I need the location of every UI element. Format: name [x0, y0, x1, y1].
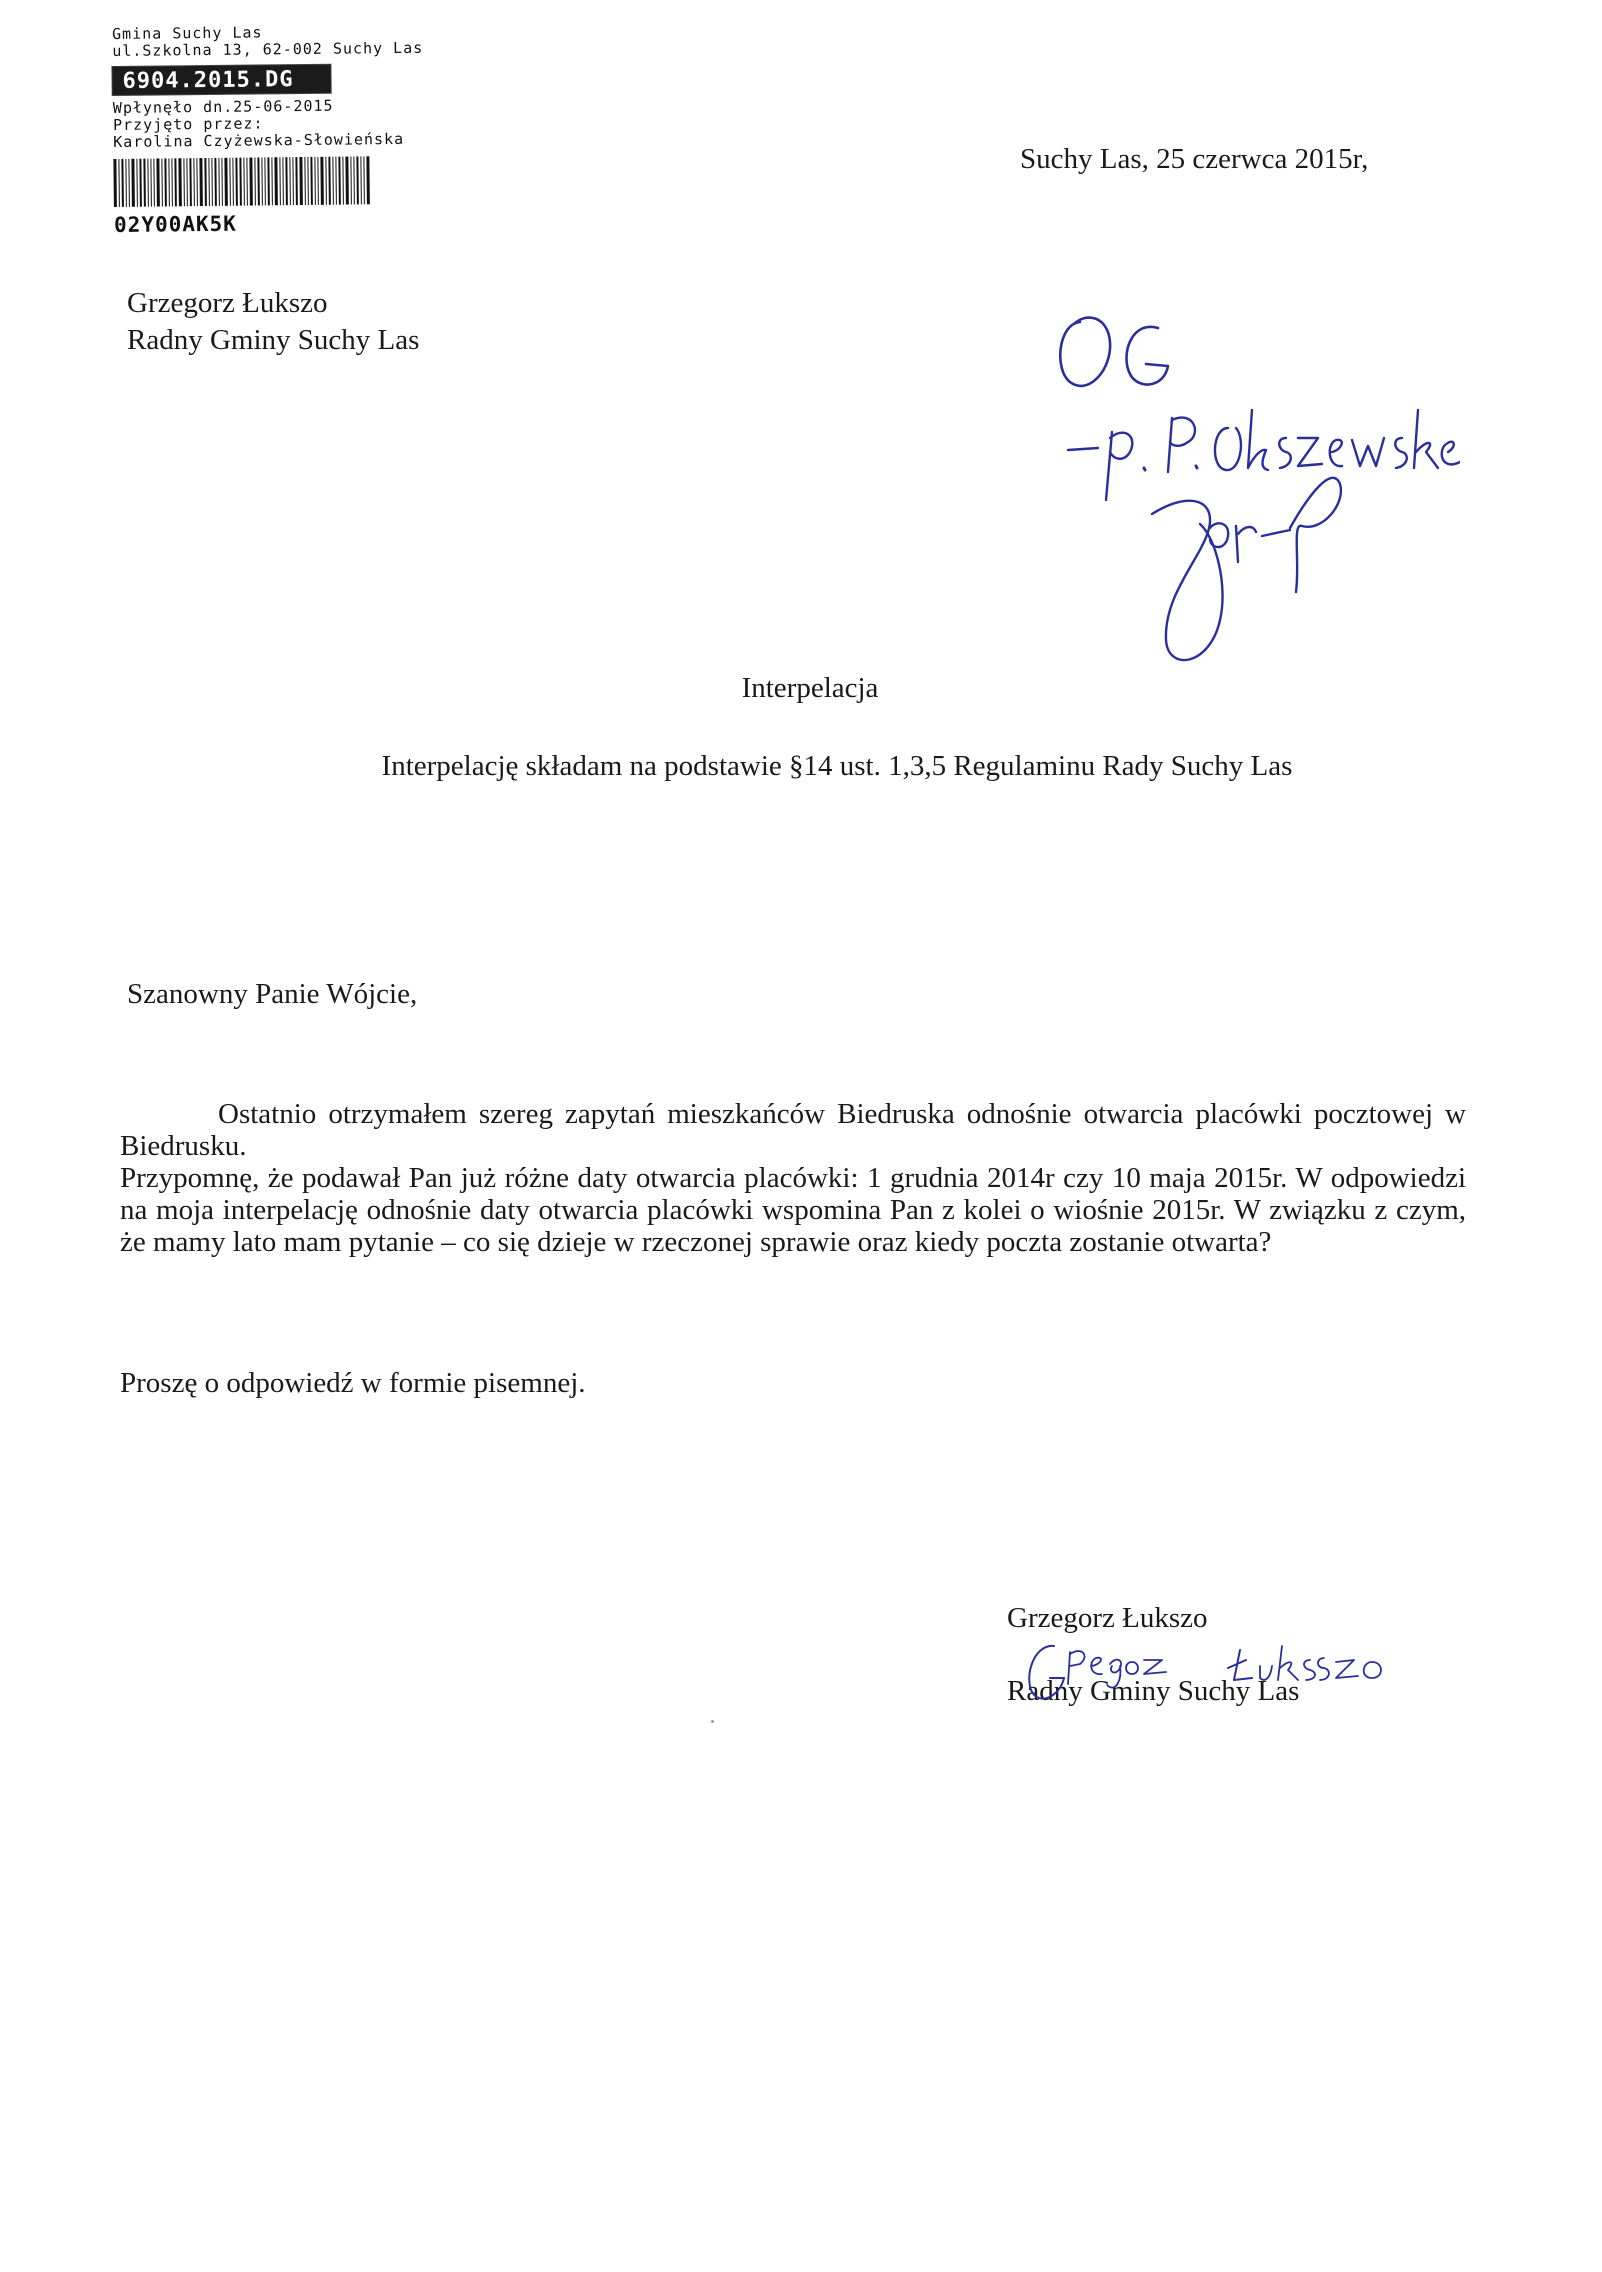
barcode-bar: [356, 156, 359, 204]
barcode-bar: [178, 158, 182, 206]
barcode-code: 02Y00AK5K: [113, 211, 237, 237]
body-paragraph-2: Przypomnę, że podawał Pan już różne daty otwarcia placówki: 1 grudnia 2014r czy 10 maja 2015r. W odpowiedzi na moja interpelację odnośnie daty otwarcia placówki wspomina Pan z kolei o wiośnie 2015r. W związku z czym, że mamy lato mam pytanie – co się dzieje w rzeczonej sprawie oraz kiedy poczta zostanie otwarta?: [120, 1162, 1466, 1258]
barcode: [113, 156, 401, 207]
barcode-bar: [156, 159, 160, 207]
barcode-bar: [239, 158, 242, 206]
barcode-bar: [289, 157, 291, 205]
barcode-bar: [335, 157, 337, 205]
barcode-bar: [125, 159, 127, 207]
barcode-bar: [350, 157, 352, 205]
document-title: Interpelacja: [741, 672, 879, 704]
barcode-bar: [254, 158, 256, 206]
barcode-bar: [338, 157, 341, 205]
stamp-received-date: Wpłynęło dn.25-06-2015: [112, 96, 334, 117]
body-paragraph-1: Ostatnio otrzymałem szereg zapytań mieszkańców Biedruska odnośnie otwarcia placówki pocztowej w Biedrusku.: [120, 1098, 1466, 1162]
barcode-bar: [261, 157, 263, 205]
barcode-bar: [366, 156, 370, 204]
salutation: Szanowny Panie Wójcie,: [127, 978, 418, 1010]
barcode-bar: [235, 158, 238, 206]
barcode-bar: [264, 157, 266, 205]
barcode-bar: [171, 158, 173, 206]
scan-speck: [711, 1720, 714, 1723]
barcode-bar: [153, 159, 155, 207]
barcode-bar: [218, 158, 220, 206]
barcode-bar: [353, 156, 355, 204]
signature-role: Radny Gminy Suchy Las: [1007, 1675, 1300, 1707]
barcode-bar: [274, 157, 278, 205]
barcode-bar: [342, 157, 344, 205]
barcode-bar: [221, 158, 223, 206]
barcode-bar: [229, 158, 231, 206]
closing-request: Proszę o odpowiedź w formie pisemnej.: [120, 1367, 586, 1399]
barcode-bar: [249, 158, 253, 206]
barcode-bar: [118, 159, 120, 207]
barcode-bar: [211, 158, 213, 206]
signature-name: Grzegorz Łukszo: [1007, 1602, 1208, 1634]
sender-name: Grzegorz Łukszo: [127, 287, 328, 319]
barcode-bar: [345, 157, 349, 205]
barcode-bar: [317, 157, 319, 205]
barcode-bar: [199, 158, 203, 206]
barcode-bar: [292, 157, 294, 205]
barcode-bar: [193, 158, 195, 206]
barcode-bar: [295, 157, 298, 205]
barcode-bar: [139, 159, 142, 207]
stamp-address: ul.Szkolna 13, 62-002 Suchy Las: [112, 38, 424, 60]
barcode-bar: [282, 157, 284, 205]
barcode-bar: [360, 156, 362, 204]
barcode-bar: [150, 159, 152, 207]
barcode-bar: [214, 158, 217, 206]
barcode-bar: [243, 158, 245, 206]
barcode-bar: [310, 157, 313, 205]
barcode-bar: [246, 158, 248, 206]
barcode-bar: [121, 159, 124, 207]
barcode-bar: [113, 159, 117, 207]
barcode-bar: [224, 158, 228, 206]
barcode-bar: [307, 157, 309, 205]
barcode-bar: [174, 158, 177, 206]
barcode-bar: [161, 158, 163, 206]
barcode-bar: [208, 158, 210, 206]
legal-basis: Interpelację składam na podstawie §14 ust. 1,3,5 Regulaminu Rady Suchy Las: [381, 750, 1293, 782]
barcode-bar: [257, 157, 260, 205]
stamp-received-by-label: Przyjęto przez:: [112, 114, 264, 134]
barcode-bar: [271, 157, 273, 205]
stamp-case-number: 6904.2015.DG: [112, 65, 330, 95]
barcode-bar: [196, 158, 198, 206]
handwritten-annotation: [1040, 300, 1460, 680]
stamp-office: Gmina Suchy Las: [111, 23, 263, 43]
barcode-bar: [168, 158, 170, 206]
barcode-bar: [143, 159, 146, 207]
barcode-bar: [131, 159, 135, 207]
barcode-bar: [285, 157, 288, 205]
stamp-received-by-name: Karolina Czyżewska-Słowieńska: [113, 129, 405, 151]
place-date: Suchy Las, 25 czerwca 2015r,: [1020, 143, 1369, 175]
barcode-bar: [186, 158, 188, 206]
barcode-bar: [136, 159, 138, 207]
barcode-bar: [128, 159, 130, 207]
barcode-bar: [164, 158, 167, 206]
barcode-bar: [304, 157, 306, 205]
barcode-bar: [332, 157, 334, 205]
barcode-bar: [183, 158, 185, 206]
barcode-bar: [232, 158, 234, 206]
barcode-bar: [363, 156, 365, 204]
registry-stamp: [112, 22, 504, 237]
barcode-bar: [279, 157, 281, 205]
barcode-bar: [325, 157, 327, 205]
barcode-bar: [314, 157, 316, 205]
barcode-bar: [147, 159, 149, 207]
barcode-bar: [204, 158, 207, 206]
sender-role: Radny Gminy Suchy Las: [127, 324, 420, 356]
letter-body: [120, 1098, 1466, 1258]
barcode-bar: [320, 157, 324, 205]
barcode-bar: [267, 157, 270, 205]
barcode-bar: [328, 157, 331, 205]
barcode-bar: [299, 157, 303, 205]
barcode-bar: [189, 158, 192, 206]
